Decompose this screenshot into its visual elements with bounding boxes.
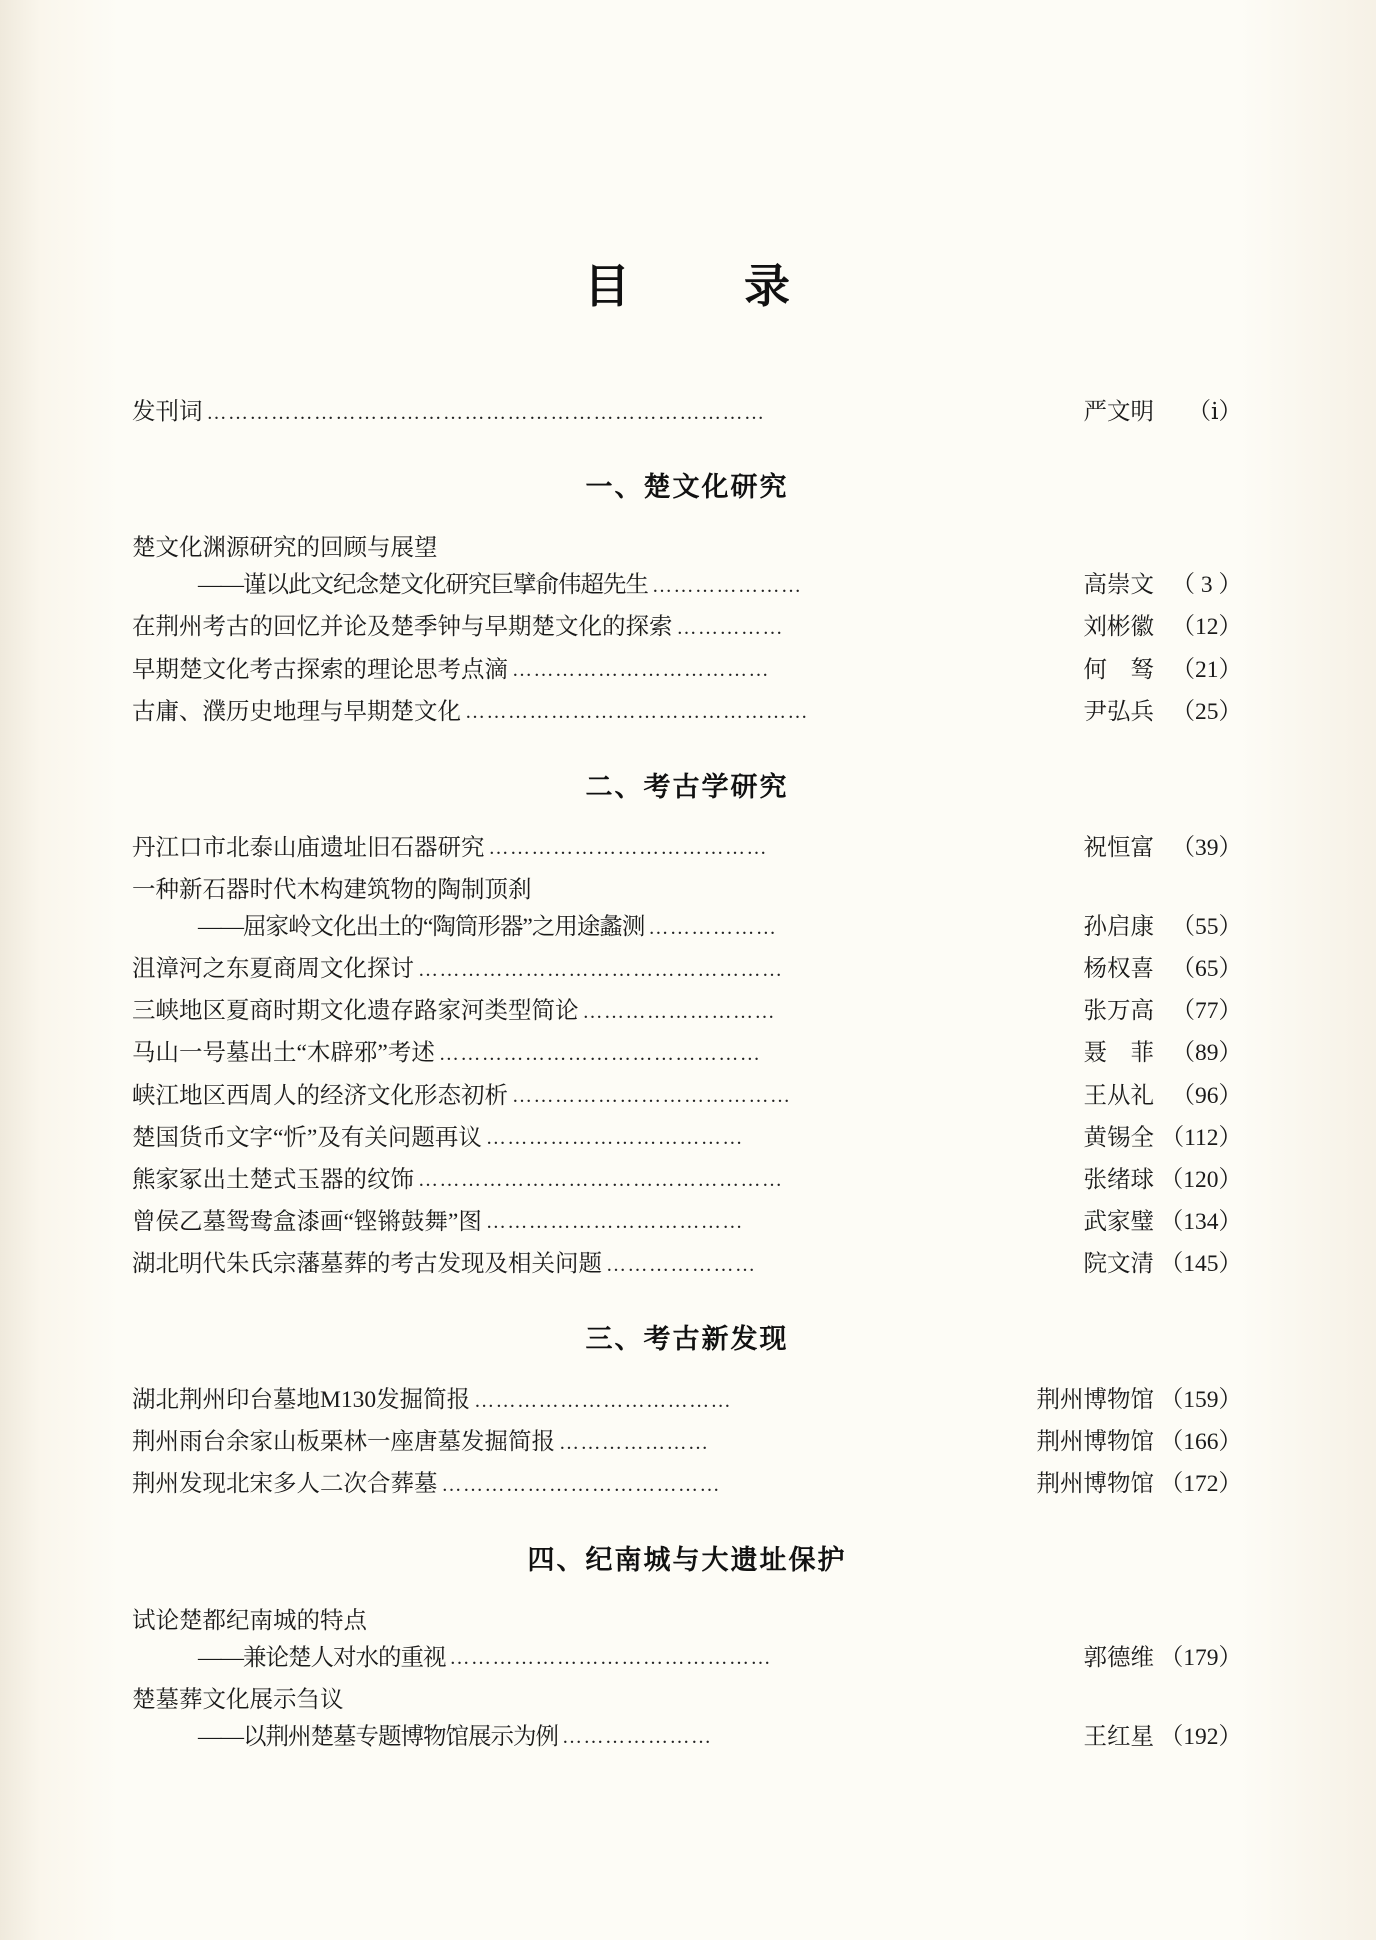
entry-page: （112） [1160, 1124, 1242, 1151]
dot-leader: ………………… [652, 574, 803, 597]
toc-entry-preface[interactable] [132, 394, 1242, 431]
toc-entry[interactable] [132, 830, 1242, 867]
entry-author: 严文明 [1083, 399, 1154, 425]
entry-author: 聂 菲 [1083, 1040, 1154, 1067]
entry-author: 荆州博物馆 [1036, 1387, 1154, 1414]
entry-author: 张万高 [1083, 998, 1154, 1025]
entry-page: （55） [1171, 914, 1242, 940]
section-heading-4: 四、纪南城与大遗址保护 [527, 1544, 847, 1576]
entry-title: 早期楚文化考古探索的理论思考点滴 [132, 656, 508, 683]
entry-author: 郭德维 [1083, 1644, 1154, 1671]
toc-entry[interactable] [132, 951, 1242, 988]
dot-leader: ……………………… [582, 1000, 776, 1023]
toc-entry[interactable] [132, 993, 1242, 1030]
entry-page: （145） [1159, 1251, 1242, 1277]
entry-subtitle: ——以荆州楚墓专题博物馆展示为例 [198, 1723, 558, 1750]
entry-page: （77） [1171, 998, 1242, 1025]
entry-author: 高崇文 [1083, 572, 1154, 599]
toc-entry[interactable] [132, 652, 1242, 689]
toc-entry[interactable] [132, 1466, 1242, 1503]
entry-title: 试论楚都纪南城的特点 [132, 1607, 367, 1634]
dot-leader: ………………… [562, 1726, 713, 1749]
entry-title: 丹江口市北泰山庙遗址旧石器研究 [132, 834, 485, 861]
entry-title: 三峡地区夏商时期文化遗存路家河类型简论 [132, 998, 579, 1025]
entry-author: 荆州博物馆 [1036, 1471, 1154, 1498]
toc-entry[interactable] [132, 530, 1242, 604]
dot-leader: ………………… [606, 1253, 757, 1276]
entry-author: 何 驽 [1083, 656, 1154, 683]
entry-page: （96） [1171, 1082, 1242, 1109]
toc-entry[interactable] [132, 694, 1242, 731]
toc-entry[interactable] [132, 872, 1242, 946]
entry-title: 湖北荆州印台墓地M130发掘简报 [132, 1387, 471, 1414]
entry-page: （192） [1159, 1723, 1242, 1750]
entry-title: 楚文化渊源研究的回顾与展望 [132, 535, 438, 562]
entry-author: 荆州博物馆 [1036, 1429, 1154, 1456]
entry-subtitle: ——谨以此文纪念楚文化研究巨擘俞伟超先生 [198, 572, 648, 599]
entry-title: 沮漳河之东夏商周文化探讨 [132, 956, 414, 983]
section-heading-3: 三、考古新发现 [585, 1324, 789, 1356]
entry-author: 尹弘兵 [1083, 698, 1154, 725]
dot-leader: …………… [676, 616, 784, 639]
entry-title: 古庸、濮历史地理与早期楚文化 [132, 698, 461, 725]
entry-author: 张绪球 [1083, 1166, 1154, 1193]
entry-author: 孙启康 [1083, 914, 1154, 940]
entry-page: （ 3 ） [1171, 572, 1242, 599]
entry-page: （172） [1159, 1471, 1242, 1498]
entry-page: （120） [1159, 1166, 1242, 1193]
entry-subtitle: ——兼论楚人对水的重视 [198, 1644, 446, 1671]
dot-leader: ……………………………… [485, 1211, 744, 1234]
dot-leader: ………………………………… [488, 837, 768, 860]
entry-author: 杨权喜 [1083, 956, 1154, 983]
entry-title: 峡江地区西周人的经济文化形态初析 [132, 1082, 508, 1109]
entry-page: （134） [1159, 1208, 1242, 1235]
entry-title: 曾侯乙墓鸳鸯盒漆画“铿锵鼓舞”图 [132, 1208, 482, 1235]
toc-entry[interactable] [132, 1424, 1242, 1461]
entry-page: （159） [1159, 1387, 1242, 1414]
table-of-contents [132, 250, 1242, 1761]
dot-leader: ………………………………… [441, 1473, 721, 1496]
entry-page: （21） [1171, 656, 1242, 683]
entry-author: 王红星 [1083, 1723, 1154, 1750]
section-heading-1: 一、楚文化研究 [585, 472, 789, 504]
toc-entry[interactable] [132, 1246, 1242, 1283]
entry-title: 楚墓葬文化展示刍议 [132, 1686, 344, 1713]
entry-page: （179） [1159, 1644, 1242, 1671]
dot-leader: ………………………………… [512, 1085, 792, 1108]
entry-author: 祝恒富 [1083, 834, 1154, 861]
dot-leader: ……………………………… [474, 1389, 733, 1412]
dot-leader: ……………………………………… [438, 1042, 762, 1065]
entry-subtitle: ——屈家岭文化出土的“陶筒形器”之用途蠡测 [198, 914, 645, 940]
dot-leader: ………………………………………… [465, 701, 809, 724]
entry-title: 熊家冢出土楚式玉器的纹饰 [132, 1166, 414, 1193]
toc-entry[interactable] [132, 1162, 1242, 1199]
dot-leader: ……………………………………… [449, 1647, 772, 1670]
entry-page: （39） [1171, 834, 1242, 861]
entry-page: （25） [1171, 698, 1242, 725]
entry-title: 一种新石器时代木构建筑物的陶制顶刹 [132, 876, 532, 903]
dot-leader: …………………………………………… [418, 1169, 784, 1192]
entry-author: 刘彬徽 [1083, 614, 1154, 641]
entry-author: 武家璧 [1083, 1208, 1154, 1235]
entry-page: （65） [1171, 956, 1242, 983]
dot-leader: ………………… [559, 1431, 710, 1454]
page-title: 目 录 [584, 259, 824, 313]
toc-entry[interactable] [132, 1682, 1242, 1756]
dot-leader: ……………………………… [512, 659, 770, 682]
toc-entry[interactable] [132, 1035, 1242, 1072]
entry-page: （12） [1171, 614, 1242, 641]
entry-title: 马山一号墓出土“木辟邪”考述 [132, 1040, 435, 1067]
entry-author: 王从礼 [1083, 1082, 1154, 1109]
entry-title: 楚国货币文字“忻”及有关问题再议 [132, 1124, 482, 1151]
entry-title: 湖北明代朱氏宗藩墓葬的考古发现及相关问题 [132, 1251, 602, 1277]
entry-author: 院文清 [1083, 1251, 1154, 1277]
entry-title: 发刊词 [132, 399, 203, 425]
toc-entry[interactable] [132, 1120, 1242, 1157]
toc-entry[interactable] [132, 1382, 1242, 1419]
entry-title: 荆州发现北宋多人二次合葬墓 [132, 1471, 438, 1498]
section-heading-2: 二、考古学研究 [585, 771, 789, 803]
toc-entry[interactable] [132, 1603, 1242, 1677]
entry-author: 黄锡全 [1083, 1124, 1154, 1151]
toc-entry[interactable] [132, 609, 1242, 646]
entry-page: （89） [1171, 1040, 1242, 1067]
dot-leader: ……………………………… [485, 1127, 744, 1150]
toc-entry[interactable] [132, 1078, 1242, 1115]
entry-page: （166） [1159, 1429, 1242, 1456]
entry-page: （ⅰ） [1187, 399, 1242, 425]
entry-title: 荆州雨台余家山板栗林一座唐墓发掘简报 [132, 1429, 555, 1456]
dot-leader: …………………………………………… [418, 958, 784, 981]
toc-entry[interactable] [132, 1204, 1242, 1241]
dot-leader: ……………… [648, 916, 778, 939]
dot-leader: …………………………………………………………………… [206, 401, 766, 424]
entry-title: 在荆州考古的回忆并论及楚季钟与早期楚文化的探索 [132, 614, 673, 641]
